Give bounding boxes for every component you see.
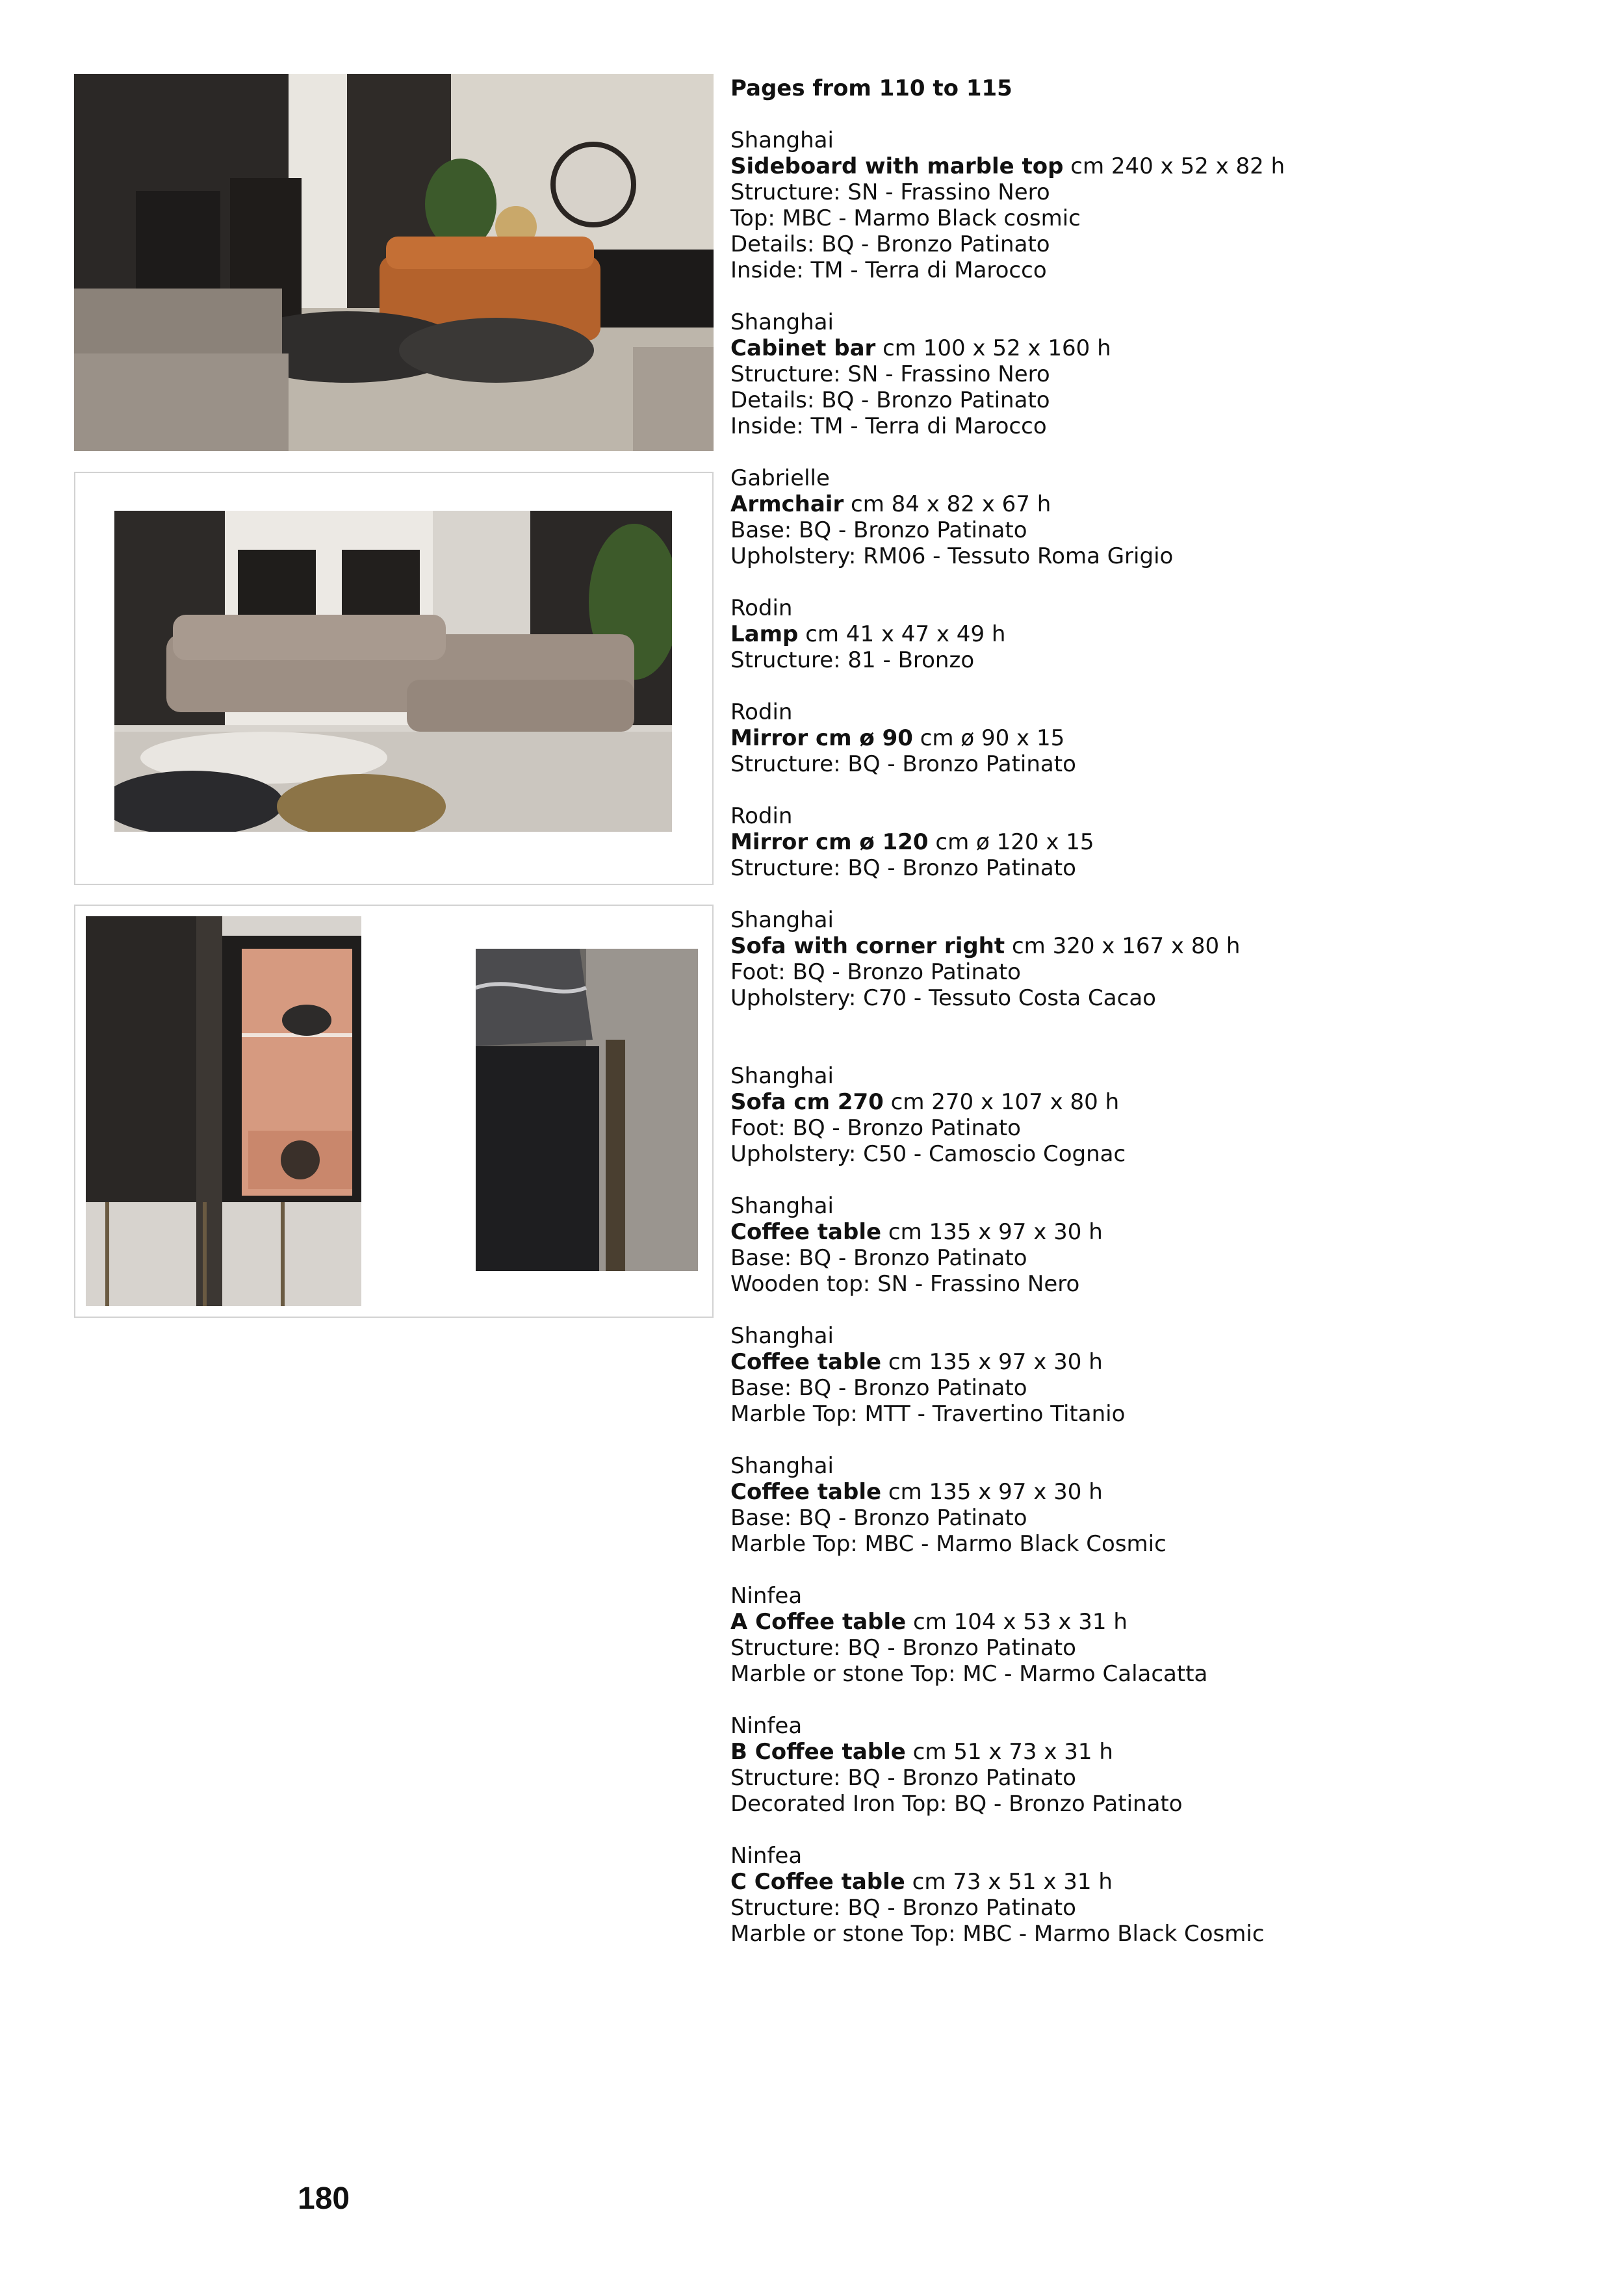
collection-name: Shanghai (730, 127, 834, 153)
product-entry (730, 699, 1575, 777)
collection-name: Gabrielle (730, 465, 830, 491)
product-dimensions: cm ø 90 x 15 (920, 725, 1065, 751)
spec-line: Structure: BQ - Bronzo Patinato (730, 1765, 1076, 1791)
product-line (730, 1739, 1575, 1765)
spec-line: Structure: BQ - Bronzo Patinato (730, 855, 1076, 881)
spec-line: Marble or stone Top: MC - Marmo Calacatta (730, 1661, 1208, 1687)
collection-name: Shanghai (730, 1453, 834, 1479)
photo-frame-sofa (74, 472, 714, 885)
product-entry (730, 1323, 1575, 1427)
product-dimensions: cm 41 x 47 x 49 h (805, 621, 1006, 647)
collection-name: Shanghai (730, 1323, 834, 1349)
product-line (730, 1349, 1575, 1375)
product-dimensions: cm 135 x 97 x 30 h (888, 1219, 1103, 1245)
product-dimensions: cm 100 x 52 x 160 h (883, 335, 1111, 361)
spec-line: Upholstery: RM06 - Tessuto Roma Grigio (730, 543, 1174, 569)
photo-living-room (74, 74, 714, 451)
spec-line: Structure: BQ - Bronzo Patinato (730, 751, 1076, 777)
product-line (730, 621, 1575, 647)
spec-line: Marble Top: MBC - Marmo Black Cosmic (730, 1531, 1166, 1557)
spec-line: Upholstery: C70 - Tessuto Costa Cacao (730, 985, 1156, 1011)
spec-line: Top: MBC - Marmo Black cosmic (730, 205, 1081, 231)
product-name: Mirror cm ø 120 (730, 829, 929, 855)
photo-corner-sofa (114, 511, 672, 832)
product-entry (730, 1583, 1575, 1687)
product-entry (730, 1453, 1575, 1557)
product-dimensions: cm 270 x 107 x 80 h (890, 1089, 1120, 1115)
product-dimensions: cm 135 x 97 x 30 h (888, 1479, 1103, 1505)
product-name: Coffee table (730, 1219, 882, 1245)
collection-name: Ninfea (730, 1843, 803, 1869)
spec-line: Marble or stone Top: MBC - Marmo Black Cosmic (730, 1921, 1265, 1947)
collection-name: Shanghai (730, 1063, 834, 1089)
spec-line: Details: BQ - Bronzo Patinato (730, 231, 1050, 257)
collection-name: Rodin (730, 595, 793, 621)
product-line (730, 491, 1575, 517)
product-name: Coffee table (730, 1479, 882, 1505)
product-entry (730, 1713, 1575, 1817)
product-line (730, 933, 1575, 959)
collection-name: Shanghai (730, 907, 834, 933)
collection-name: Ninfea (730, 1583, 803, 1609)
spec-line: Details: BQ - Bronzo Patinato (730, 387, 1050, 413)
product-name: Lamp (730, 621, 799, 647)
product-line (730, 1219, 1575, 1245)
product-name: Sofa cm 270 (730, 1089, 884, 1115)
product-entry (730, 465, 1575, 569)
spec-line: Upholstery: C50 - Camoscio Cognac (730, 1141, 1126, 1167)
spec-line: Foot: BQ - Bronzo Patinato (730, 959, 1021, 985)
product-spec-list (730, 75, 1575, 1973)
spec-line: Structure: 81 - Bronzo (730, 647, 975, 673)
spec-line: Inside: TM - Terra di Marocco (730, 413, 1047, 439)
product-entry (730, 127, 1575, 283)
product-entry (730, 1843, 1575, 1947)
photo-frame-cabinet (74, 905, 714, 1318)
product-line (730, 1869, 1575, 1895)
photo-marble-detail (476, 949, 698, 1271)
photo-cabinet-bar (86, 916, 361, 1306)
product-name: C Coffee table (730, 1869, 905, 1895)
product-line (730, 829, 1575, 855)
product-name: Cabinet bar (730, 335, 876, 361)
collection-name: Rodin (730, 699, 793, 725)
product-name: Mirror cm ø 90 (730, 725, 913, 751)
spec-line: Foot: BQ - Bronzo Patinato (730, 1115, 1021, 1141)
product-dimensions: cm 51 x 73 x 31 h (912, 1739, 1113, 1765)
product-entry (730, 309, 1575, 439)
product-dimensions: cm 73 x 51 x 31 h (912, 1869, 1113, 1895)
spec-line: Marble Top: MTT - Travertino Titanio (730, 1401, 1126, 1427)
spec-line: Base: BQ - Bronzo Patinato (730, 1375, 1027, 1401)
collection-name: Shanghai (730, 309, 834, 335)
product-line (730, 153, 1575, 179)
product-dimensions: cm 104 x 53 x 31 h (913, 1609, 1128, 1635)
spec-line: Structure: SN - Frassino Nero (730, 361, 1050, 387)
spec-line: Structure: SN - Frassino Nero (730, 179, 1050, 205)
spec-line: Base: BQ - Bronzo Patinato (730, 1505, 1027, 1531)
spec-line: Base: BQ - Bronzo Patinato (730, 517, 1027, 543)
product-dimensions: cm 84 x 82 x 67 h (851, 491, 1051, 517)
product-line (730, 335, 1575, 361)
product-dimensions: cm 135 x 97 x 30 h (888, 1349, 1103, 1375)
product-name: Sofa with corner right (730, 933, 1005, 959)
spec-line: Wooden top: SN - Frassino Nero (730, 1271, 1080, 1297)
product-entry (730, 1063, 1575, 1167)
spec-line: Structure: BQ - Bronzo Patinato (730, 1635, 1076, 1661)
product-line (730, 725, 1575, 751)
product-line (730, 1609, 1575, 1635)
product-entry (730, 907, 1575, 1011)
product-line (730, 1479, 1575, 1505)
product-dimensions: cm 320 x 167 x 80 h (1011, 933, 1241, 959)
spec-line: Structure: BQ - Bronzo Patinato (730, 1895, 1076, 1921)
product-name: B Coffee table (730, 1739, 906, 1765)
product-name: Coffee table (730, 1349, 882, 1375)
page-range-heading: Pages from 110 to 115 (730, 75, 1012, 101)
page-number: 180 (298, 2181, 350, 2216)
collection-name: Ninfea (730, 1713, 803, 1739)
product-entry (730, 803, 1575, 881)
spec-line: Decorated Iron Top: BQ - Bronzo Patinato (730, 1791, 1183, 1817)
product-dimensions: cm ø 120 x 15 (935, 829, 1094, 855)
collection-name: Rodin (730, 803, 793, 829)
product-name: A Coffee table (730, 1609, 907, 1635)
product-dimensions: cm 240 x 52 x 82 h (1070, 153, 1285, 179)
spec-line: Inside: TM - Terra di Marocco (730, 257, 1047, 283)
product-name: Sideboard with marble top (730, 153, 1064, 179)
entries-container (730, 127, 1575, 1947)
spec-line: Base: BQ - Bronzo Patinato (730, 1245, 1027, 1271)
product-name: Armchair (730, 491, 844, 517)
product-line (730, 1089, 1575, 1115)
product-entry (730, 595, 1575, 673)
product-entry (730, 1193, 1575, 1297)
collection-name: Shanghai (730, 1193, 834, 1219)
